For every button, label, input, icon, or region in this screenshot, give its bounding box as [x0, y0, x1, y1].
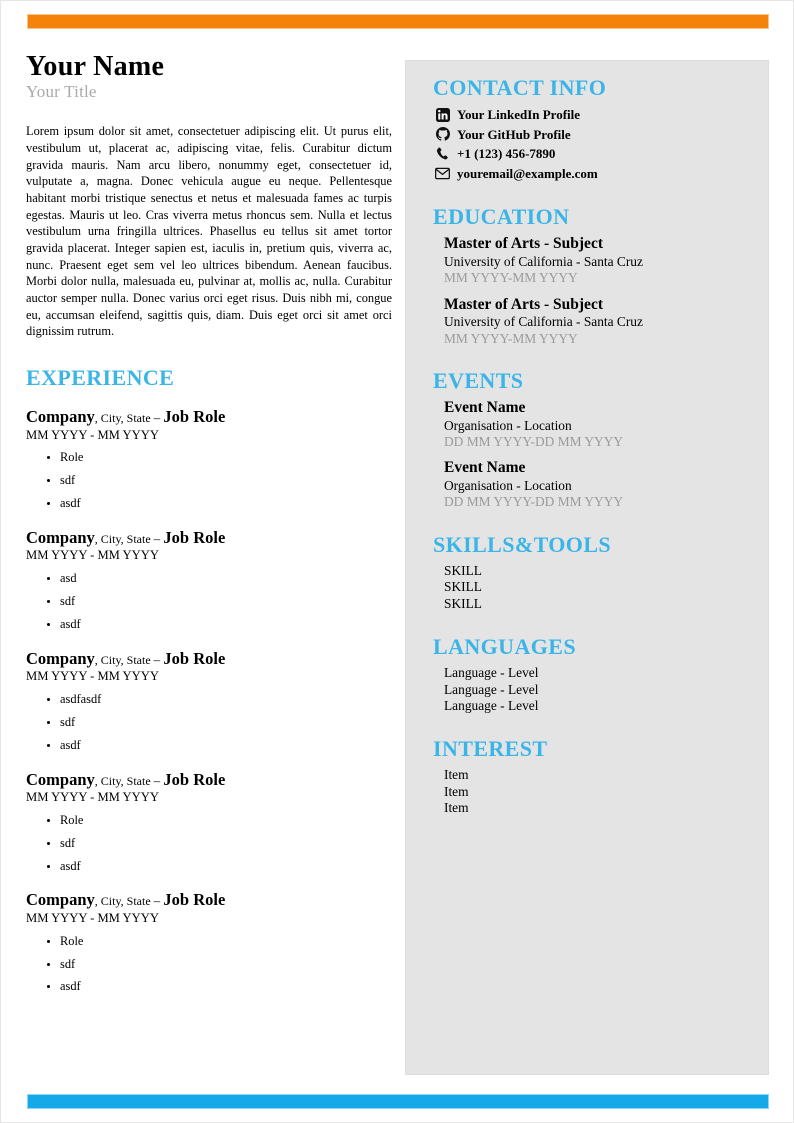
list-item: • asdf — [60, 617, 392, 632]
sidebar — [405, 60, 769, 1075]
list-item: • sdf — [60, 836, 392, 851]
linkedin-icon — [435, 107, 450, 122]
contact-item-linkedin[interactable] — [433, 105, 752, 125]
list-item: • sdf — [60, 594, 392, 609]
list-item: SKILL — [444, 562, 482, 578]
summary-paragraph: Lorem ipsum dolor sit amet, consectetuer adipiscing elit. Ut purus elit, vestibulum ut, placerat ac, adipiscing vitae, felis. Curabitur dictum gravida mauris. Nam arcu libero, nonummy eget, consectetuer id, vulputate a, magna. Donec vehicula augue eu neque. Pellentesque habitant morbi tristique senectus et netus et malesuada fames ac turpis egestas. Mauris ut leo. Cras viverra metus rhoncus sem. Nulla et lectus vestibulum urna fringilla ultrices. Phasellus eu tellus sit amet tortor gravida placerat. Integer sapien est, iaculis in, pretium quis, viverra ac, nunc. Praesent eget sem vel leo ultrices bibendum. Aenean faucibus. Morbi dolor nulla, malesuada eu, pulvinar at, mollis ac, nulla. Curabitur auctor semper nulla. Donec varius orci eget risus. Duis nibh mi, congue eu, accumsan eleifend, sagittis quis, diam. Duis eget orci sit amet orci dignissim rutrum. — [26, 124, 392, 339]
experience-item — [26, 890, 392, 994]
experience-item — [26, 407, 392, 511]
list-item: Item — [444, 766, 469, 782]
employment-dates: MM YYYY - MM YYYY — [26, 790, 159, 805]
company-location: , City, State — [94, 411, 154, 426]
degree-name: Master of Arts - Subject — [444, 235, 603, 253]
education-item — [433, 296, 752, 347]
list-item: Language - Level — [444, 698, 539, 714]
list-item: • asdf — [60, 859, 392, 874]
employment-dates: MM YYYY - MM YYYY — [26, 427, 159, 442]
experience-item — [26, 770, 392, 874]
company-location: , City, State — [94, 894, 154, 909]
employment-dates: MM YYYY - MM YYYY — [26, 910, 159, 925]
separator-dash: – — [153, 530, 164, 546]
experience-headline — [26, 649, 392, 668]
responsibility-list — [26, 934, 392, 995]
contact-item-label: Your GitHub Profile — [457, 126, 571, 142]
list-item: • asdf — [60, 979, 392, 994]
experience-list — [26, 407, 392, 994]
contact-item-email[interactable] — [433, 164, 752, 184]
experience-item — [26, 528, 392, 632]
contact-item-label: youremail@example.com — [457, 165, 598, 181]
separator-dash: – — [153, 410, 164, 426]
event-name: Event Name — [444, 399, 526, 417]
responsibility-list — [26, 571, 392, 632]
education-item — [433, 235, 752, 286]
phone-icon — [435, 146, 450, 161]
contact-list — [433, 105, 752, 183]
skills-list — [433, 563, 752, 613]
contact-item-github[interactable] — [433, 125, 752, 145]
employment-dates: MM YYYY - MM YYYY — [26, 669, 159, 684]
bottom-accent-bar — [27, 1094, 769, 1109]
experience-headline — [26, 407, 392, 426]
contact-item-phone[interactable] — [433, 144, 752, 164]
company-name: Company — [26, 769, 95, 789]
list-item: Item — [444, 800, 469, 816]
languages-heading: LANGUAGES — [433, 633, 576, 659]
list-item: SKILL — [444, 579, 482, 595]
job-role: Job Role — [163, 890, 226, 910]
contact-item-label: +1 (123) 456-7890 — [457, 146, 556, 162]
event-organisation: Organisation - Location — [444, 417, 572, 433]
list-item: • Role — [60, 934, 392, 949]
education-dates: MM YYYY-MM YYYY — [444, 270, 578, 286]
top-accent-bar — [27, 14, 769, 29]
job-role: Job Role — [163, 407, 226, 427]
employment-dates: MM YYYY - MM YYYY — [26, 548, 159, 563]
company-name: Company — [26, 407, 95, 427]
separator-dash: – — [153, 772, 164, 788]
company-location: , City, State — [94, 773, 154, 788]
event-item — [433, 399, 752, 450]
list-item: SKILL — [444, 596, 482, 612]
event-dates: DD MM YYYY-DD MM YYYY — [444, 434, 624, 450]
company-name: Company — [26, 527, 95, 547]
list-item: Language - Level — [444, 681, 539, 697]
list-item: Item — [444, 783, 469, 799]
school-name: University of California - Santa Cruz — [444, 314, 643, 330]
responsibility-list — [26, 813, 392, 874]
list-item: • sdf — [60, 473, 392, 488]
experience-headline — [26, 770, 392, 789]
company-name: Company — [26, 648, 95, 668]
education-dates: MM YYYY-MM YYYY — [444, 330, 578, 346]
job-role: Job Role — [163, 648, 226, 668]
separator-dash: – — [153, 651, 164, 667]
github-icon — [435, 127, 450, 142]
main-column — [26, 53, 392, 1002]
job-role: Job Role — [163, 769, 226, 789]
experience-headline — [26, 528, 392, 547]
list-item: Language - Level — [444, 664, 539, 680]
responsibility-list — [26, 450, 392, 511]
experience-headline — [26, 890, 392, 909]
job-role: Job Role — [163, 527, 226, 547]
event-dates: DD MM YYYY-DD MM YYYY — [444, 494, 624, 510]
contact-item-label: Your LinkedIn Profile — [457, 107, 581, 123]
school-name: University of California - Santa Cruz — [444, 253, 643, 269]
list-item: • sdf — [60, 957, 392, 972]
list-item: • asdf — [60, 496, 392, 511]
responsibility-list — [26, 692, 392, 753]
envelope-icon — [435, 166, 450, 181]
experience-heading: EXPERIENCE — [26, 364, 175, 390]
contact-heading: CONTACT INFO — [433, 75, 607, 100]
company-name: Company — [26, 890, 95, 910]
list-item: • Role — [60, 450, 392, 465]
events-heading: EVENTS — [433, 367, 524, 393]
education-heading: EDUCATION — [433, 204, 570, 230]
list-item: • sdf — [60, 715, 392, 730]
job-title-subtitle: Your Title — [26, 81, 97, 101]
languages-list — [433, 665, 752, 715]
education-list — [433, 235, 752, 347]
separator-dash: – — [153, 893, 164, 909]
experience-item — [26, 649, 392, 753]
company-location: , City, State — [94, 531, 154, 546]
degree-name: Master of Arts - Subject — [444, 295, 603, 313]
skills-heading: SKILLS&TOOLS — [433, 531, 612, 557]
event-name: Event Name — [444, 459, 526, 477]
list-item: • asdfasdf — [60, 692, 392, 707]
event-organisation: Organisation - Location — [444, 478, 572, 493]
list-item: • Role — [60, 813, 392, 828]
interest-list — [433, 767, 752, 817]
event-item — [433, 459, 752, 510]
page-title: Your Name — [26, 51, 165, 82]
interest-heading: INTEREST — [433, 735, 548, 761]
list-item: • asdf — [60, 738, 392, 753]
list-item: • asd — [60, 571, 392, 586]
events-list — [433, 399, 752, 511]
company-location: , City, State — [94, 652, 154, 667]
